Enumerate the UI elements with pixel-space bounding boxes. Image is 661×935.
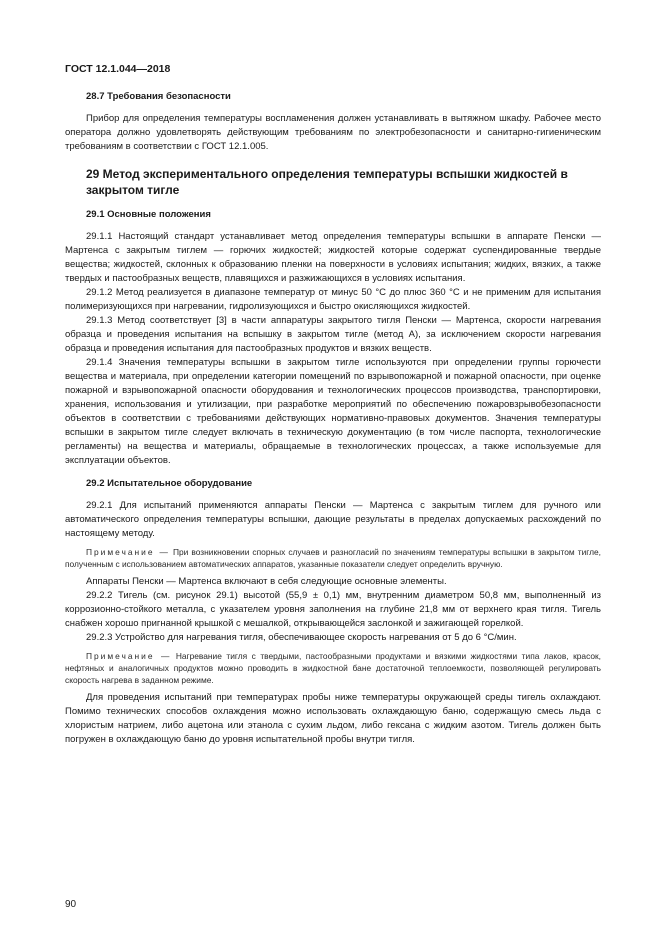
heading-29-2: 29.2 Испытательное оборудование — [86, 478, 253, 489]
note-2-text: Нагревание тигля с твердыми, пастообразными продуктами и вязкими жидкостями типа лаков, красок, нефтяных и аналогичных продуктов можно проводить в жидкостной бане достаточной теплоемкости, позволяющей регулировать скорость нагрева в заданном режиме. — [65, 651, 601, 685]
paragraph-29-1-1: 29.1.1 Настоящий стандарт устанавливает метод определения температуры вспышки в аппарате Пенски — Мартенса с закрытым тиглем — горючих жидкостей; жидкостей которые содержат суспендированные твердые вещества; жидкостей, склонных к образованию пленки на поверхности в условиях испытания; жидких, вязких, а также твердых и пастообразных веществ, плавящихся и разжижающихся в условиях испытания. — [65, 231, 601, 284]
heading-29-1: 29.1 Основные положения — [86, 209, 211, 220]
paragraph-28-7: Прибор для определения температуры воспламенения должен устанавливать в вытяжном шкафу. Рабочее место оператора должно удовлетворять действующим требованиям по электробезопасности и санитарно-гигиеническим требованиям в соответствии с ГОСТ 12.1.005. — [65, 113, 601, 152]
note-2 — [65, 650, 601, 686]
paragraph-29-2-1: 29.2.1 Для испытаний применяются аппараты Пенски — Мартенса с закрытым тиглем для ручного или автоматического определения температуры вспышки, дающие результаты в пределах допускаемых расхождений по настоящему методу. — [65, 500, 601, 539]
section-29-title: 29 Метод экспериментального определения температуры вспышки жидкостей в закрытом тигле — [86, 167, 568, 197]
page-number: 90 — [65, 899, 77, 910]
paragraph-29-2-3: 29.2.3 Устройство для нагревания тигля, обеспечивающее скорость нагревания от 5 до 6 °С/мин. — [86, 632, 517, 643]
note-1 — [65, 546, 601, 570]
heading-28-7: 28.7 Требования безопасности — [86, 91, 231, 102]
page-content — [65, 90, 601, 747]
paragraph-29-1-2: 29.1.2 Метод реализуется в диапазоне температур от минус 50 °С до плюс 360 °С и не применим для испытания полимеризующихся при нагревании, гидролизующихся и быстро окисляющихся жидкостей. — [65, 287, 601, 312]
paragraph-29-1-4: 29.1.4 Значения температуры вспышки в закрытом тигле используются при определении группы горючести вещества и материала, при определении категории помещений по взрывопожарной и пожарной опасности, при оценке пожарной и взрывопожарной опасности оборудования и технологических процессов производства, транспортировки, хранения, использования и утилизации, при разработке мероприятий по обеспечению пожаровзрывобезопасности объектов в соответствии с требованиями действующих нормативно-правовых документов. Значения температуры вспышки в закрытом тигле следует включать в техническую документацию (в том числе паспорта, технологические регламенты) на вещества и материалы, обращаемые в технологических процессах, а также используемые для эксплуатации объектов. — [65, 357, 601, 466]
paragraph-29-2-2: 29.2.2 Тигель (см. рисунок 29.1) высотой (55,9 ± 0,1) мм, внутренним диаметром 50,8 мм, выполненный из коррозионно-стойкого металла, с указателем уровня заполнения на глубине 21,8 мм от верхнего края тигля. Тигель снабжен хорошо пригнанной крышкой с мешалкой, открывающейся заслонкой и зажигающей горелкой. — [65, 590, 601, 629]
note-2-label: Примечание — — [86, 651, 172, 661]
paragraph-cooling: Для проведения испытаний при температурах пробы ниже температуры окружающей среды тигель охлаждают. Помимо технических способов охлаждения можно использовать охлаждающую баню, содержащую смесь льда с хлористым натрием, либо ацетона или этанола с сухим льдом, либо гексана с жидким азотом. Тигель должен быть погружен в охлаждающую баню до уровня испытательной пробы внутри тигля. — [65, 692, 601, 745]
paragraph-elements-intro: Аппараты Пенски — Мартенса включают в себя следующие основные элементы. — [86, 576, 447, 587]
document-code-header: ГОСТ 12.1.044—2018 — [65, 63, 171, 75]
note-1-label: Примечание — — [86, 547, 170, 557]
paragraph-29-1-3: 29.1.3 Метод соответствует [3] в части аппаратуры закрытого тигля Пенски — Мартенса, скорости нагревания образца и проведения испытания на вспышку в закрытом тигле (метод А), за исключением скорости нагревания образца и проведения испытания для пастообразных продуктов и вязких веществ. — [65, 315, 601, 354]
note-1-text: При возникновении спорных случаев и разногласий по значениям температуры вспышки в закрытом тигле, полученным с использованием автоматических аппаратов, указанные показатели следует определить вручную. — [65, 547, 601, 569]
